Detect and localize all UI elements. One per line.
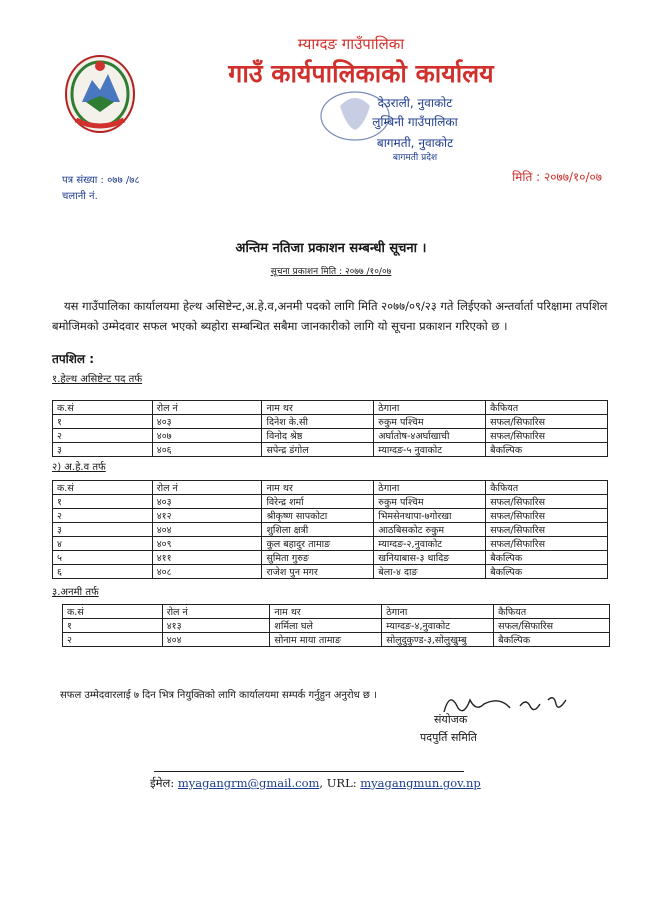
cell-roll: ४१३ [162, 619, 270, 633]
table-row [53, 523, 608, 537]
results-table [62, 604, 610, 647]
header-cell: नाम थर [262, 401, 374, 415]
cell-serial: ३ [53, 443, 153, 457]
cell-serial: ६ [53, 565, 153, 579]
header-cell: रोल नं [152, 481, 262, 495]
office-place: देउराली, नुवाकोट [377, 96, 453, 110]
cell-address: खनियाबास-३ धादिङ [374, 551, 486, 565]
header-cell: नाम थर [262, 481, 374, 495]
office-address-line: लुम्बिनी गाउँपालिका [372, 115, 458, 129]
cell-roll: ४०७ [152, 429, 262, 443]
cell-remark: बैकल्पिक [486, 551, 608, 565]
office-name: गाउँ कार्यपालिकाको कार्यालय [228, 59, 494, 88]
header-cell: कैफियत [486, 401, 608, 415]
email-link[interactable]: myagangrm@gmail.com [177, 776, 320, 790]
cell-address: म्याग्दङ-२,नुवाकोट [374, 537, 486, 551]
cell-name: राजेश पुन मगर [262, 565, 374, 579]
table-row [53, 495, 608, 509]
website-link[interactable]: myagangmun.gov.np [360, 776, 481, 790]
cell-remark: बैकल्पिक [486, 565, 608, 579]
table-row [53, 415, 608, 429]
cell-roll: ४१२ [152, 509, 262, 523]
cell-remark: सफल/सिफारिस [486, 495, 608, 509]
cell-roll: ४०९ [152, 537, 262, 551]
cell-address: रुकुम पश्चिम [374, 415, 486, 429]
section-label: ३.अनमी तर्फ [52, 587, 99, 598]
header-cell: ठेगाना [382, 605, 494, 619]
publish-date: सूचना प्रकाशन मिति : २०७७ /१०/०७ [270, 267, 392, 277]
municipality-name: म्याग्दङ गाउँपालिका [297, 35, 405, 53]
section-label: १.हेल्थ असिष्टेन्ट पद तर्फ [52, 374, 143, 385]
table-header-row [63, 605, 610, 619]
table-header-row [53, 401, 608, 415]
cell-serial: ३ [53, 523, 153, 537]
signatory-committee: पदपुर्ति समिति [420, 731, 477, 744]
cell-name: सोनाम माया तामाङ [270, 633, 382, 647]
cell-serial: १ [53, 495, 153, 509]
table-row [63, 619, 610, 633]
cell-serial: २ [53, 509, 153, 523]
table-header-row [53, 481, 608, 495]
cell-name: कुल बहादुर तामाङ [262, 537, 374, 551]
table-row [53, 551, 608, 565]
notice-body: यस गाउँपालिका कार्यालयमा हेल्थ असिष्टेन्ट,अ.हे.व,अनमी पदको लागि मिति २०७७/०९/२३ गते लिईएको अन्तर्वार्ता परिक्षामा तपशिल बमोजिमको उम्मेदवार सफल भएको ब्यहोरा सम्बन्धित सबैमा जानकारीको लागि यो सूचना प्रकाशन गरिएको छ । [52, 299, 608, 333]
cell-roll: ४०३ [152, 415, 262, 429]
cell-remark: सफल/सिफारिस [494, 619, 610, 633]
cell-roll: ४११ [152, 551, 262, 565]
cell-address: अर्घातोष-४अर्घाखाची [374, 429, 486, 443]
cell-serial: २ [53, 429, 153, 443]
cell-serial: ५ [53, 551, 153, 565]
header-cell: क.सं [53, 481, 153, 495]
cell-roll: ४०४ [152, 523, 262, 537]
cell-name: विनोद श्रेष्ठ [262, 429, 374, 443]
cell-roll: ४०४ [162, 633, 270, 647]
cell-address: भिमसेनथापा-७गोरखा [374, 509, 486, 523]
cell-address: म्याग्दङ-४,नुवाकोट [382, 619, 494, 633]
table-row [53, 443, 608, 457]
cell-address: बेला-४ दाङ [374, 565, 486, 579]
letter-date: मिति : २०७७/१०/०७ [512, 170, 602, 184]
cell-remark: सफल/सिफारिस [486, 537, 608, 551]
details-label: तपशिल : [52, 352, 95, 366]
cell-serial: १ [53, 415, 153, 429]
cell-name: दिनेश के.सी [262, 415, 374, 429]
cell-name: सुमिता गुरुङ [262, 551, 374, 565]
cell-remark: सफल/सिफारिस [486, 415, 608, 429]
header-cell: क.सं [63, 605, 163, 619]
results-table [52, 480, 608, 579]
cell-serial: ४ [53, 537, 153, 551]
email-label: ईमेल: [150, 776, 175, 790]
letter-number: पत्र संख्या : ०७७ /७८ [62, 175, 140, 186]
cell-roll: ४०८ [152, 565, 262, 579]
url-label: , URL: [319, 776, 357, 790]
cell-roll: ४०६ [152, 443, 262, 457]
results-table [52, 400, 608, 457]
cell-address: आठबिसकोट रुकुम [374, 523, 486, 537]
signatory-role: संयोजक [434, 713, 468, 726]
cell-address: म्याग्दङ-५ नुवाकोट [374, 443, 486, 457]
header-cell: कैफियत [486, 481, 608, 495]
cell-remark: सफल/सिफारिस [486, 429, 608, 443]
header-cell: नाम थर [270, 605, 382, 619]
header-cell: रोल नं [162, 605, 270, 619]
table-row [53, 565, 608, 579]
office-district: बागमती, नुवाकोट [376, 136, 454, 150]
cell-remark: बैकल्पिक [486, 443, 608, 457]
office-province: बागमती प्रदेश [392, 153, 438, 163]
cell-roll: ४०३ [152, 495, 262, 509]
cell-serial: १ [63, 619, 163, 633]
dispatch-number: चलानी नं. [62, 191, 98, 202]
section-label: २) अ.हे.व तर्फ [52, 462, 106, 473]
cell-serial: २ [63, 633, 163, 647]
header-cell: ठेगाना [374, 401, 486, 415]
cell-name: श्रीकृष्ण सापकोटा [262, 509, 374, 523]
cell-name: सपेन्द्र डंगोल [262, 443, 374, 457]
table-row [63, 633, 610, 647]
cell-address: रुकुम पश्चिम [374, 495, 486, 509]
header-cell: ठेगाना [374, 481, 486, 495]
table-row [53, 429, 608, 443]
cell-remark: बैकल्पिक [494, 633, 610, 647]
header-cell: क.सं [53, 401, 153, 415]
cell-remark: सफल/सिफारिस [486, 523, 608, 537]
table-row [53, 537, 608, 551]
header-cell: रोल नं [152, 401, 262, 415]
cell-name: विरेन्द्र शर्मा [262, 495, 374, 509]
cell-name: शुशिला क्षत्री [262, 523, 374, 537]
cell-name: शर्मिला घले [270, 619, 382, 633]
footer-contact [150, 776, 570, 791]
notice-title: अन्तिम नतिजा प्रकाशन सम्बन्धी सूचना । [235, 241, 427, 256]
footer-divider [154, 771, 464, 772]
table-row [53, 509, 608, 523]
header-cell: कैफियत [494, 605, 610, 619]
cell-address: सोलुदुकुण्ड-३,सोलुखुम्बु [382, 633, 494, 647]
closing-request: सफल उम्मेदवारलाई ७ दिन भित्र नियुक्तिको लागि कार्यालयमा सम्पर्क गर्नुहुन अनुरोध छ । [60, 690, 377, 701]
cell-remark: सफल/सिफारिस [486, 509, 608, 523]
